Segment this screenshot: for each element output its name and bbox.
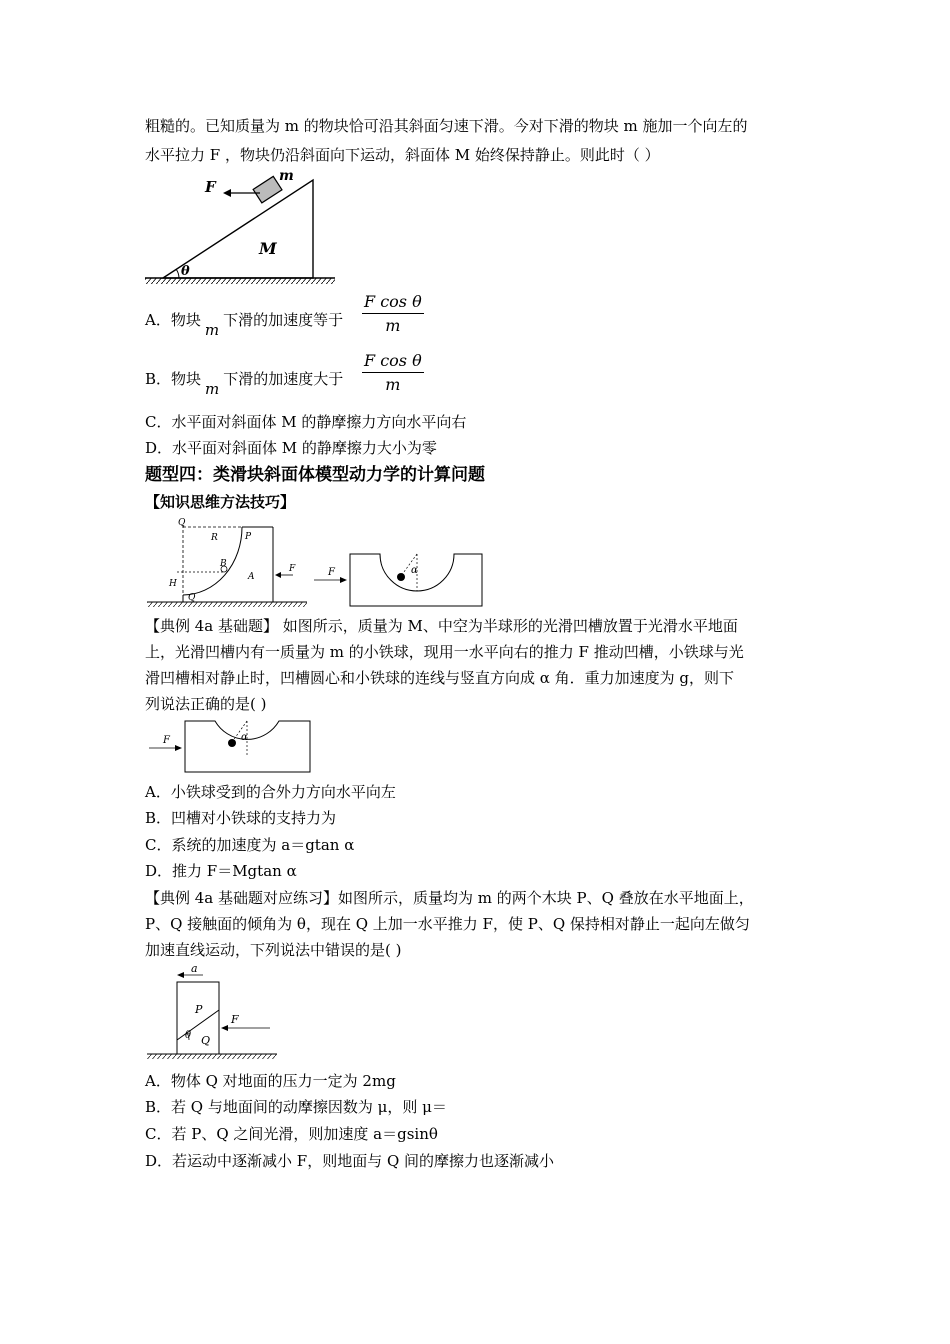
practice-line-3: 加速直线运动，下列说法中错误的是( ) <box>145 941 402 959</box>
q3-option-c: C．若 P、Q 之间光滑，则加速度 a＝gsinθ <box>145 1125 438 1143</box>
option-a-var: m <box>204 321 220 339</box>
example-line-1: 【典例 4a 基础题】 如图所示，质量为 M、中空为半球形的光滑凹槽放置于光滑水平地面 <box>145 617 738 635</box>
incline-figure <box>143 168 343 288</box>
example-line-4: 列说法正确的是( ) <box>145 695 267 713</box>
accel-a-label: a <box>191 962 198 975</box>
force-f-label: F <box>231 1013 239 1026</box>
option-a <box>145 310 344 339</box>
q2-option-a: A．小铁球受到的合外力方向水平向左 <box>145 783 396 801</box>
option-b-suffix: 下滑的加速度大于 <box>223 370 344 388</box>
option-d: D．水平面对斜面体 M 的静摩擦力大小为零 <box>145 439 437 457</box>
option-a-fraction <box>362 292 424 335</box>
point-q-bottom-label: Q <box>188 593 196 603</box>
force-f-label: F <box>328 567 335 578</box>
option-a-suffix: 下滑的加速度等于 <box>223 311 344 329</box>
mass-M-label: M <box>259 239 277 258</box>
point-q-top-label: Q <box>178 518 186 528</box>
alpha-label: α <box>411 565 418 576</box>
option-c: C．水平面对斜面体 M 的静摩擦力方向水平向右 <box>145 413 467 431</box>
option-b-var: m <box>205 380 220 398</box>
option-b-prefix: B．物块 <box>145 370 202 388</box>
q2-option-b: B．凹槽对小铁球的支持力为 <box>145 809 337 827</box>
mass-m-label: m <box>279 168 294 184</box>
q2-option-d: D．推力 F＝Mgtan α <box>145 862 297 880</box>
intro-line-1: 粗糙的。已知质量为 m 的物块恰可沿其斜面匀速下滑。今对下滑的物块 m 施加一个向左的 <box>145 117 748 135</box>
groove-figure <box>310 550 490 610</box>
option-b-numerator: F cos θ <box>362 351 424 373</box>
option-a-denominator: m <box>385 316 401 335</box>
block-p-label: P <box>195 1003 203 1016</box>
option-b-denominator: m <box>385 375 401 394</box>
section-title: 题型四：类滑块斜面体模型动力学的计算问题 <box>145 465 485 485</box>
point-b-label: B <box>220 559 227 569</box>
q3-option-d: D．若运动中逐渐减小 F，则地面与 Q 间的摩擦力也逐渐减小 <box>145 1152 555 1170</box>
knowledge-title: 【知识思维方法技巧】 <box>145 493 296 511</box>
practice-line-2: P、Q 接触面的倾角为 θ，现在 Q 上加一水平推力 F，使 P、Q 保持相对静止一起向左做匀 <box>145 915 750 933</box>
option-a-prefix: A．物块 <box>145 311 201 329</box>
force-f-label: F <box>163 735 170 746</box>
block-a-label: A <box>248 572 255 582</box>
block-q-label: Q <box>201 1034 211 1047</box>
q3-option-a: A．物体 Q 对地面的压力一定为 2mg <box>145 1072 396 1090</box>
intro-line-2: 水平拉力 F ，物块仍沿斜面向下运动，斜面体 M 始终保持静止。则此时（ ） <box>145 146 660 164</box>
q2-option-c: C．系统的加速度为 a＝gtan α <box>145 836 355 854</box>
stacked-blocks-figure <box>145 960 285 1064</box>
point-p-label: P <box>245 532 252 542</box>
option-b <box>145 369 344 398</box>
theta-label: θ <box>185 1030 192 1041</box>
alpha-label: α <box>241 732 248 743</box>
option-b-fraction <box>362 351 424 394</box>
radius-label: R <box>211 533 218 543</box>
force-f-label: F <box>289 564 296 574</box>
practice-line-1: 【典例 4a 基础题对应练习】如图所示，质量均为 m 的两个木块 P、Q 叠放在水平地面上， <box>145 889 754 907</box>
theta-label: θ <box>181 264 190 279</box>
q3-option-b: B．若 Q 与地面间的动摩擦因数为 μ，则 μ＝ <box>145 1098 447 1116</box>
groove-figure-2 <box>145 718 315 776</box>
example-line-2: 上，光滑凹槽内有一质量为 m 的小铁球，现用一水平向右的推力 F 推动凹槽，小铁球与光 <box>145 643 744 661</box>
curved-block-figure <box>145 515 310 610</box>
force-label: F <box>205 178 216 196</box>
option-a-numerator: F cos θ <box>362 292 424 314</box>
example-line-3: 滑凹槽相对静止时，凹槽圆心和小铁球的连线与竖直方向成 α 角．重力加速度为 g，则下 <box>145 669 735 687</box>
height-label: H <box>169 579 177 589</box>
